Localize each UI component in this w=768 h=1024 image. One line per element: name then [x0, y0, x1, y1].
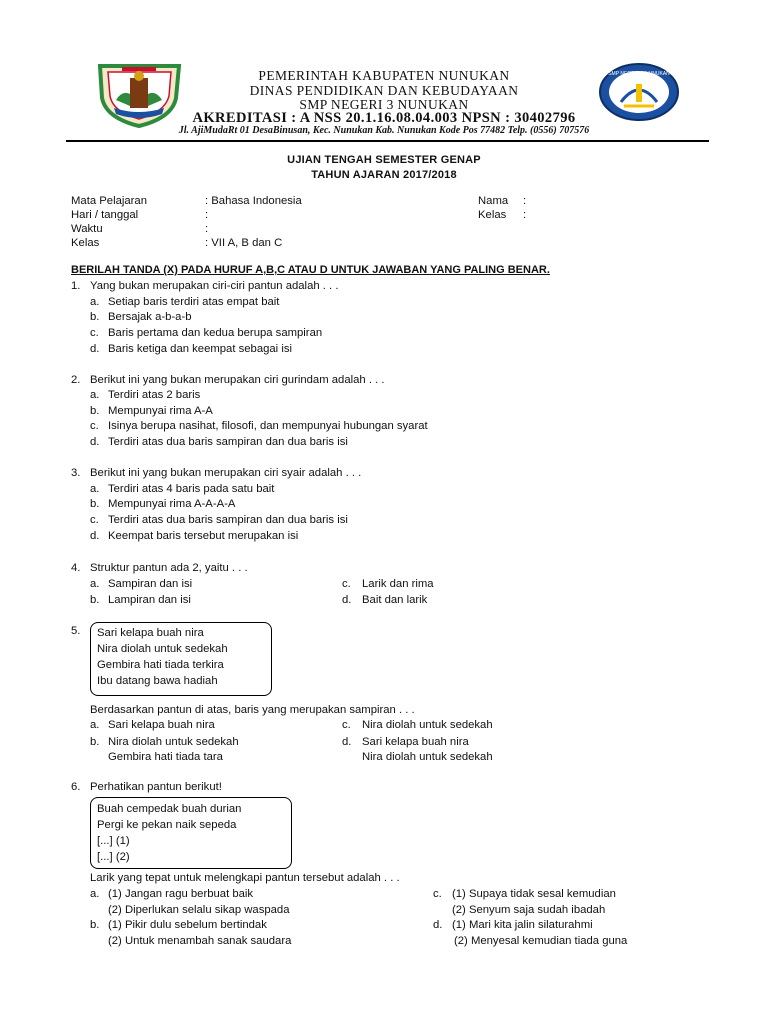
q2-option-b: Mempunyai rima A-A	[108, 405, 213, 417]
info-class-label: Kelas	[71, 237, 100, 249]
q5-option-c: Nira diolah untuk sedekah	[362, 719, 493, 731]
q4-option-b: Lampiran dan isi	[108, 594, 191, 606]
q1-option-b-letter: b.	[90, 311, 100, 323]
instruction-text: BERILAH TANDA (X) PADA HURUF A,B,C ATAU D UNTUK JAWABAN YANG PALING BENAR.	[71, 264, 550, 276]
header-divider	[66, 140, 709, 142]
q6-poem-line-3: [...] (1)	[97, 835, 130, 847]
q6-option-c-line-1: (1) Supaya tidak sesal kemudian	[452, 888, 616, 900]
q6-number: 6.	[71, 781, 81, 793]
q2-option-d: Terdiri atas dua baris sampiran dan dua baris isi	[108, 436, 348, 448]
q1-number: 1.	[71, 280, 81, 292]
q6-option-b-letter: b.	[90, 919, 100, 931]
q6-option-b-line-2: (2) Untuk menambah sanak saudara	[108, 935, 292, 947]
header-line-1: PEMERINTAH KABUPATEN NUNUKAN	[258, 68, 510, 83]
q6-text: Perhatikan pantun berikut!	[90, 781, 222, 793]
exam-year: TAHUN AJARAN 2017/2018	[311, 169, 457, 181]
q2-option-d-letter: d.	[90, 436, 100, 448]
q1-option-c-letter: c.	[90, 327, 99, 339]
info-date-label: Hari / tanggal	[71, 209, 139, 221]
q5-option-a-letter: a.	[90, 719, 100, 731]
q2-text: Berikut ini yang bukan merupakan ciri gurindam adalah . . .	[90, 374, 385, 386]
q1-option-a-letter: a.	[90, 296, 100, 308]
q5-number: 5.	[71, 625, 81, 637]
q1-option-d: Baris ketiga dan keempat sebagai isi	[108, 343, 292, 355]
q4-option-d-letter: d.	[342, 594, 352, 606]
q5-poem-line-1: Sari kelapa buah nira	[97, 627, 204, 639]
q2-option-b-letter: b.	[90, 405, 100, 417]
header-address: Jl. AjiMudaRt 01 DesaBinusan, Kec. Nunukan Kab. Nunukan Kode Pos 77482 Telp. (0556) 707576	[178, 125, 590, 136]
q6-option-d-line-2: (2) Menyesal kemudian tiada guna	[454, 935, 628, 947]
q1-option-a: Setiap baris terdiri atas empat bait	[108, 296, 280, 308]
q3-option-c-letter: c.	[90, 514, 99, 526]
q6-option-d-line-1: (1) Mari kita jalin silaturahmi	[452, 919, 593, 931]
q6-poem-line-2: Pergi ke pekan naik sepeda	[97, 819, 237, 831]
q5-option-b-letter: b.	[90, 736, 100, 748]
q5-poem-line-4: Ibu datang bawa hadiah	[97, 675, 218, 687]
q5-poem-line-2: Nira diolah untuk sedekah	[97, 643, 228, 655]
q5-option-c-letter: c.	[342, 719, 351, 731]
q5-option-a: Sari kelapa buah nira	[108, 719, 215, 731]
q4-option-c-letter: c.	[342, 578, 351, 590]
q6-poem-line-4: [...] (2)	[97, 851, 130, 863]
q4-option-a-letter: a.	[90, 578, 100, 590]
q5-option-d-letter: d.	[342, 736, 352, 748]
header-line-4: AKREDITASI : A NSS 20.1.16.08.04.003 NPSN : 30402796	[192, 110, 576, 126]
q3-option-b: Mempunyai rima A-A-A-A	[108, 498, 236, 510]
info-class2-value: :	[523, 209, 527, 221]
q1-option-c: Baris pertama dan kedua berupa sampiran	[108, 327, 323, 339]
exam-title: UJIAN TENGAH SEMESTER GENAP	[287, 154, 481, 166]
info-time-value: :	[205, 223, 209, 235]
q2-option-a: Terdiri atas 2 baris	[108, 389, 201, 401]
q4-option-b-letter: b.	[90, 594, 100, 606]
q3-text: Berikut ini yang bukan merupakan ciri syair adalah . . .	[90, 467, 362, 479]
q2-option-a-letter: a.	[90, 389, 100, 401]
header-line-3: SMP NEGERI 3 NUNUKAN	[299, 97, 469, 112]
q6-option-c-letter: c.	[433, 888, 442, 900]
q4-option-a: Sampiran dan isi	[108, 578, 193, 590]
q2-option-c: Isinya berupa nasihat, filosofi, dan mempunyai hubungan syarat	[108, 420, 428, 432]
q4-option-d: Bait dan larik	[362, 594, 428, 606]
q6-option-c-line-2: (2) Senyum saja sudah ibadah	[452, 904, 606, 916]
q6-option-a-line-2: (2) Diperlukan selalu sikap waspada	[108, 904, 290, 916]
q5-text: Berdasarkan pantun di atas, baris yang merupakan sampiran . . .	[90, 704, 415, 716]
info-class2-label: Kelas	[478, 209, 507, 221]
q1-option-b: Bersajak a-b-a-b	[108, 311, 192, 323]
q5-option-d-line-1: Sari kelapa buah nira	[362, 736, 469, 748]
info-name-value: :	[523, 195, 527, 207]
q3-number: 3.	[71, 467, 81, 479]
q6-option-b-line-1: (1) Pikir dulu sebelum bertindak	[108, 919, 267, 931]
q4-option-c: Larik dan rima	[362, 578, 434, 590]
q5-option-b-line-1: Nira diolah untuk sedekah	[108, 736, 239, 748]
info-date-value: :	[205, 209, 209, 221]
q3-option-a-letter: a.	[90, 483, 100, 495]
q4-text: Struktur pantun ada 2, yaitu . . .	[90, 562, 248, 574]
q3-option-b-letter: b.	[90, 498, 100, 510]
q6-question: Larik yang tepat untuk melengkapi pantun tersebut adalah . . .	[90, 872, 400, 884]
q6-poem-line-1: Buah cempedak buah durian	[97, 803, 242, 815]
info-time-label: Waktu	[71, 223, 103, 235]
q5-option-d-line-2: Nira diolah untuk sedekah	[362, 751, 493, 763]
q6-option-a-line-1: (1) Jangan ragu berbuat baik	[108, 888, 254, 900]
q3-option-d: Keempat baris tersebut merupakan isi	[108, 530, 299, 542]
q1-text: Yang bukan merupakan ciri-ciri pantun adalah . . .	[90, 280, 339, 292]
q5-poem-line-3: Gembira hati tiada terkira	[97, 659, 224, 671]
q6-option-a-letter: a.	[90, 888, 100, 900]
info-name-label: Nama	[478, 195, 509, 207]
q4-number: 4.	[71, 562, 81, 574]
q2-number: 2.	[71, 374, 81, 386]
info-subject-label: Mata Pelajaran	[71, 195, 147, 207]
q1-option-d-letter: d.	[90, 343, 100, 355]
info-class-value: : VII A, B dan C	[205, 237, 283, 249]
q5-option-b-line-2: Gembira hati tiada tara	[108, 751, 223, 763]
school-logo-text: SMP NEGERI 3 NUNUKAN	[608, 71, 670, 77]
info-subject-value: : Bahasa Indonesia	[205, 195, 302, 207]
header-line-2: DINAS PENDIDIKAN DAN KEBUDAYAAN	[249, 83, 519, 98]
q3-option-a: Terdiri atas 4 baris pada satu bait	[108, 483, 275, 495]
q3-option-d-letter: d.	[90, 530, 100, 542]
q3-option-c: Terdiri atas dua baris sampiran dan dua baris isi	[108, 514, 348, 526]
q6-option-d-letter: d.	[433, 919, 443, 931]
q2-option-c-letter: c.	[90, 420, 99, 432]
